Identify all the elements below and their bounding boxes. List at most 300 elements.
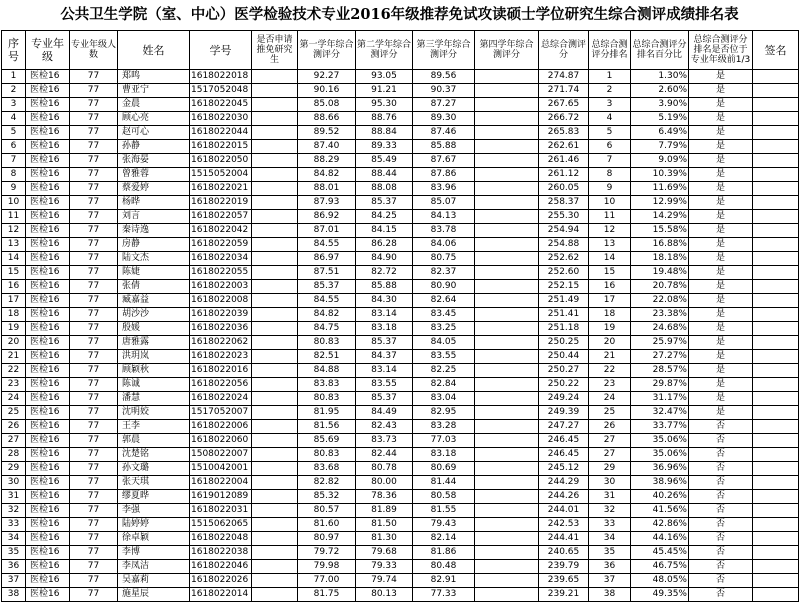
cell-name: 胡沙沙: [118, 308, 190, 322]
cell-total-score: 246.45: [539, 448, 589, 462]
cell-apply-recommendation: [252, 168, 298, 182]
cell-apply-recommendation: [252, 560, 298, 574]
table-row: [2, 140, 799, 154]
cell-year1-score: 85.32: [298, 490, 356, 504]
cell-index: 20: [2, 336, 26, 350]
table-row: [2, 126, 799, 140]
cell-student-id: 1618022019: [190, 196, 252, 210]
cell-apply-recommendation: [252, 434, 298, 448]
cell-index: 36: [2, 560, 26, 574]
cell-year2-score: 81.89: [356, 504, 413, 518]
cell-year1-score: 84.55: [298, 294, 356, 308]
cell-year2-score: 88.84: [356, 126, 413, 140]
cell-apply-recommendation: [252, 336, 298, 350]
cell-total-score: 251.18: [539, 322, 589, 336]
cell-index: 2: [2, 84, 26, 98]
cell-year2-score: 85.88: [356, 280, 413, 294]
cell-name: 房静: [118, 238, 190, 252]
cell-rank-percent: 36.96%: [631, 462, 689, 476]
cell-top-third: 是: [689, 266, 753, 280]
table-row: [2, 210, 799, 224]
cell-total-rank: 17: [589, 294, 631, 308]
cell-year2-score: 84.15: [356, 224, 413, 238]
cell-year1-score: 85.37: [298, 280, 356, 294]
cell-class-size: 77: [70, 182, 118, 196]
cell-year4-score: [475, 168, 539, 182]
cell-year4-score: [475, 112, 539, 126]
table-row: [2, 98, 799, 112]
cell-top-third: 是: [689, 182, 753, 196]
cell-year1-score: 79.72: [298, 546, 356, 560]
cell-index: 15: [2, 266, 26, 280]
cell-rank-percent: 49.35%: [631, 588, 689, 602]
cell-total-score: 250.27: [539, 364, 589, 378]
cell-top-third: 否: [689, 560, 753, 574]
cell-index: 11: [2, 210, 26, 224]
cell-class-size: 77: [70, 490, 118, 504]
table-row: [2, 112, 799, 126]
cell-rank-percent: 2.60%: [631, 84, 689, 98]
cell-signature: [753, 490, 799, 504]
cell-year2-score: 82.43: [356, 420, 413, 434]
cell-signature: [753, 364, 799, 378]
header-index: 序号: [2, 31, 26, 70]
cell-year1-score: 81.60: [298, 518, 356, 532]
cell-year3-score: 80.75: [413, 252, 475, 266]
cell-year4-score: [475, 280, 539, 294]
cell-name: 张海晏: [118, 154, 190, 168]
cell-apply-recommendation: [252, 322, 298, 336]
header-year4-score: 第四学年综合测评分: [475, 31, 539, 70]
cell-top-third: 是: [689, 196, 753, 210]
cell-major-grade: 医检16: [26, 168, 70, 182]
cell-top-third: 是: [689, 392, 753, 406]
cell-class-size: 77: [70, 392, 118, 406]
cell-year2-score: 81.30: [356, 532, 413, 546]
cell-class-size: 77: [70, 84, 118, 98]
cell-apply-recommendation: [252, 574, 298, 588]
cell-total-rank: 20: [589, 336, 631, 350]
table-row: [2, 182, 799, 196]
cell-apply-recommendation: [252, 532, 298, 546]
cell-name: 臧嘉益: [118, 294, 190, 308]
cell-student-id: 1618022050: [190, 154, 252, 168]
cell-rank-percent: 28.57%: [631, 364, 689, 378]
table-row: [2, 266, 799, 280]
cell-total-score: 250.25: [539, 336, 589, 350]
cell-rank-percent: 6.49%: [631, 126, 689, 140]
cell-signature: [753, 112, 799, 126]
cell-student-id: 1508022007: [190, 448, 252, 462]
cell-year4-score: [475, 392, 539, 406]
header-signature: 签名: [753, 31, 799, 70]
cell-year2-score: 82.44: [356, 448, 413, 462]
cell-name: 唐雅露: [118, 336, 190, 350]
cell-year1-score: 90.16: [298, 84, 356, 98]
cell-name: 沈明姣: [118, 406, 190, 420]
cell-apply-recommendation: [252, 448, 298, 462]
cell-year3-score: 82.91: [413, 574, 475, 588]
cell-index: 5: [2, 126, 26, 140]
cell-major-grade: 医检16: [26, 406, 70, 420]
cell-total-rank: 30: [589, 476, 631, 490]
cell-index: 12: [2, 224, 26, 238]
cell-major-grade: 医检16: [26, 336, 70, 350]
cell-year3-score: 77.33: [413, 588, 475, 602]
cell-top-third: 是: [689, 252, 753, 266]
cell-total-score: 250.44: [539, 350, 589, 364]
cell-year2-score: 84.25: [356, 210, 413, 224]
table-row: [2, 70, 799, 84]
cell-year3-score: 83.04: [413, 392, 475, 406]
cell-index: 16: [2, 280, 26, 294]
cell-index: 26: [2, 420, 26, 434]
cell-year3-score: 80.90: [413, 280, 475, 294]
cell-signature: [753, 336, 799, 350]
cell-year4-score: [475, 546, 539, 560]
cell-major-grade: 医检16: [26, 266, 70, 280]
cell-index: 14: [2, 252, 26, 266]
cell-year1-score: 84.88: [298, 364, 356, 378]
cell-top-third: 是: [689, 336, 753, 350]
cell-total-score: 251.41: [539, 308, 589, 322]
cell-top-third: 否: [689, 490, 753, 504]
cell-major-grade: 医检16: [26, 476, 70, 490]
cell-class-size: 77: [70, 266, 118, 280]
cell-class-size: 77: [70, 322, 118, 336]
cell-rank-percent: 24.68%: [631, 322, 689, 336]
cell-total-rank: 35: [589, 546, 631, 560]
header-year3-score: 第三学年综合测评分: [413, 31, 475, 70]
cell-total-score: 266.72: [539, 112, 589, 126]
cell-class-size: 77: [70, 238, 118, 252]
cell-rank-percent: 46.75%: [631, 560, 689, 574]
cell-rank-percent: 22.08%: [631, 294, 689, 308]
cell-class-size: 77: [70, 504, 118, 518]
cell-year4-score: [475, 532, 539, 546]
cell-year4-score: [475, 224, 539, 238]
cell-major-grade: 医检16: [26, 546, 70, 560]
cell-student-id: 1618022003: [190, 280, 252, 294]
cell-year4-score: [475, 420, 539, 434]
cell-student-id: 1618022026: [190, 574, 252, 588]
cell-class-size: 77: [70, 574, 118, 588]
cell-total-rank: 24: [589, 392, 631, 406]
table-row: [2, 294, 799, 308]
cell-major-grade: 医检16: [26, 350, 70, 364]
cell-year3-score: 80.58: [413, 490, 475, 504]
cell-year3-score: 87.86: [413, 168, 475, 182]
cell-year4-score: [475, 504, 539, 518]
table-row: [2, 168, 799, 182]
cell-student-id: 1618022004: [190, 476, 252, 490]
header-major-grade: 专业年级: [26, 31, 70, 70]
cell-rank-percent: 29.87%: [631, 378, 689, 392]
cell-top-third: 是: [689, 308, 753, 322]
cell-index: 9: [2, 182, 26, 196]
cell-year4-score: [475, 560, 539, 574]
cell-class-size: 77: [70, 98, 118, 112]
cell-name: 郑鸣: [118, 70, 190, 84]
cell-year1-score: 84.75: [298, 322, 356, 336]
cell-year4-score: [475, 182, 539, 196]
cell-year1-score: 88.01: [298, 182, 356, 196]
header-total-rank: 总综合测评分排名: [589, 31, 631, 70]
cell-year2-score: 80.13: [356, 588, 413, 602]
cell-total-score: 245.12: [539, 462, 589, 476]
cell-index: 18: [2, 308, 26, 322]
cell-year2-score: 83.14: [356, 364, 413, 378]
cell-signature: [753, 84, 799, 98]
cell-name: 蔡爱婷: [118, 182, 190, 196]
cell-index: 13: [2, 238, 26, 252]
cell-total-rank: 25: [589, 406, 631, 420]
cell-total-rank: 32: [589, 504, 631, 518]
cell-class-size: 77: [70, 336, 118, 350]
cell-year4-score: [475, 140, 539, 154]
cell-signature: [753, 350, 799, 364]
cell-student-id: 1618022014: [190, 588, 252, 602]
cell-year4-score: [475, 336, 539, 350]
cell-major-grade: 医检16: [26, 140, 70, 154]
cell-class-size: 77: [70, 518, 118, 532]
cell-year1-score: 82.51: [298, 350, 356, 364]
cell-year2-score: 85.37: [356, 392, 413, 406]
cell-total-score: 239.65: [539, 574, 589, 588]
cell-name: 陆婷婷: [118, 518, 190, 532]
cell-apply-recommendation: [252, 504, 298, 518]
cell-year3-score: 81.44: [413, 476, 475, 490]
cell-year1-score: 86.97: [298, 252, 356, 266]
cell-year1-score: 79.98: [298, 560, 356, 574]
cell-name: 孙文璐: [118, 462, 190, 476]
cell-class-size: 77: [70, 294, 118, 308]
cell-student-id: 1618022060: [190, 434, 252, 448]
cell-year1-score: 83.83: [298, 378, 356, 392]
cell-top-third: 否: [689, 574, 753, 588]
cell-major-grade: 医检16: [26, 434, 70, 448]
cell-name: 李凤洁: [118, 560, 190, 574]
cell-year3-score: 82.37: [413, 266, 475, 280]
cell-apply-recommendation: [252, 378, 298, 392]
cell-student-id: 1618022044: [190, 126, 252, 140]
cell-major-grade: 医检16: [26, 224, 70, 238]
cell-major-grade: 医检16: [26, 560, 70, 574]
cell-top-third: 是: [689, 126, 753, 140]
cell-apply-recommendation: [252, 224, 298, 238]
cell-rank-percent: 25.97%: [631, 336, 689, 350]
cell-top-third: 是: [689, 294, 753, 308]
cell-name: 潘慧: [118, 392, 190, 406]
cell-major-grade: 医检16: [26, 182, 70, 196]
cell-year1-score: 84.55: [298, 238, 356, 252]
cell-student-id: 1618022036: [190, 322, 252, 336]
cell-class-size: 77: [70, 252, 118, 266]
header-student-id: 学号: [190, 31, 252, 70]
cell-rank-percent: 10.39%: [631, 168, 689, 182]
cell-class-size: 77: [70, 210, 118, 224]
cell-rank-percent: 15.58%: [631, 224, 689, 238]
cell-name: 顾颖秋: [118, 364, 190, 378]
cell-student-id: 1618022015: [190, 140, 252, 154]
cell-major-grade: 医检16: [26, 462, 70, 476]
table-row: [2, 406, 799, 420]
cell-major-grade: 医检16: [26, 378, 70, 392]
cell-total-score: 267.65: [539, 98, 589, 112]
cell-year1-score: 87.40: [298, 140, 356, 154]
cell-total-rank: 19: [589, 322, 631, 336]
cell-index: 7: [2, 154, 26, 168]
cell-signature: [753, 392, 799, 406]
cell-total-score: 244.41: [539, 532, 589, 546]
cell-year2-score: 84.37: [356, 350, 413, 364]
cell-index: 27: [2, 434, 26, 448]
cell-top-third: 否: [689, 532, 753, 546]
cell-year3-score: 83.96: [413, 182, 475, 196]
cell-name: 缪夏晔: [118, 490, 190, 504]
cell-name: 陈诚: [118, 378, 190, 392]
cell-name: 秦诗逸: [118, 224, 190, 238]
cell-year3-score: 83.55: [413, 350, 475, 364]
cell-signature: [753, 574, 799, 588]
cell-class-size: 77: [70, 196, 118, 210]
cell-year3-score: 85.07: [413, 196, 475, 210]
cell-apply-recommendation: [252, 420, 298, 434]
cell-signature: [753, 224, 799, 238]
cell-total-rank: 12: [589, 224, 631, 238]
cell-signature: [753, 518, 799, 532]
cell-total-score: 242.53: [539, 518, 589, 532]
cell-student-id: 1618022008: [190, 294, 252, 308]
cell-top-third: 否: [689, 434, 753, 448]
cell-year3-score: 79.43: [413, 518, 475, 532]
cell-major-grade: 医检16: [26, 532, 70, 546]
cell-total-rank: 6: [589, 140, 631, 154]
cell-year3-score: 87.46: [413, 126, 475, 140]
cell-signature: [753, 210, 799, 224]
cell-year4-score: [475, 154, 539, 168]
cell-class-size: 77: [70, 378, 118, 392]
cell-major-grade: 医检16: [26, 126, 70, 140]
cell-apply-recommendation: [252, 350, 298, 364]
cell-top-third: 是: [689, 112, 753, 126]
cell-total-rank: 13: [589, 238, 631, 252]
cell-rank-percent: 14.29%: [631, 210, 689, 224]
cell-apply-recommendation: [252, 140, 298, 154]
cell-total-score: 239.79: [539, 560, 589, 574]
cell-year1-score: 80.57: [298, 504, 356, 518]
cell-year3-score: 87.27: [413, 98, 475, 112]
cell-year1-score: 82.82: [298, 476, 356, 490]
cell-year2-score: 86.28: [356, 238, 413, 252]
cell-top-third: 是: [689, 70, 753, 84]
cell-year2-score: 83.14: [356, 308, 413, 322]
cell-year4-score: [475, 476, 539, 490]
cell-year4-score: [475, 98, 539, 112]
cell-total-rank: 11: [589, 210, 631, 224]
cell-year3-score: 82.14: [413, 532, 475, 546]
cell-top-third: 是: [689, 224, 753, 238]
cell-signature: [753, 98, 799, 112]
cell-total-score: 244.26: [539, 490, 589, 504]
cell-class-size: 77: [70, 462, 118, 476]
cell-signature: [753, 462, 799, 476]
header-class-size: 专业年级人数: [70, 31, 118, 70]
cell-signature: [753, 238, 799, 252]
cell-year4-score: [475, 378, 539, 392]
cell-total-score: 254.94: [539, 224, 589, 238]
cell-index: 33: [2, 518, 26, 532]
cell-year2-score: 88.44: [356, 168, 413, 182]
cell-name: 曾雅蓉: [118, 168, 190, 182]
cell-total-rank: 3: [589, 98, 631, 112]
cell-year2-score: 95.30: [356, 98, 413, 112]
cell-class-size: 77: [70, 434, 118, 448]
table-row: [2, 434, 799, 448]
cell-name: 郭晨: [118, 434, 190, 448]
table-row: [2, 532, 799, 546]
cell-class-size: 77: [70, 350, 118, 364]
table-row: [2, 364, 799, 378]
cell-total-score: 252.15: [539, 280, 589, 294]
cell-apply-recommendation: [252, 406, 298, 420]
cell-apply-recommendation: [252, 98, 298, 112]
cell-total-rank: 37: [589, 574, 631, 588]
table-row: [2, 420, 799, 434]
cell-total-score: 258.37: [539, 196, 589, 210]
cell-major-grade: 医检16: [26, 238, 70, 252]
cell-year4-score: [475, 350, 539, 364]
cell-student-id: 1618022023: [190, 350, 252, 364]
cell-class-size: 77: [70, 406, 118, 420]
cell-class-size: 77: [70, 154, 118, 168]
cell-year1-score: 77.00: [298, 574, 356, 588]
cell-total-score: 239.21: [539, 588, 589, 602]
cell-student-id: 1618022056: [190, 378, 252, 392]
cell-year1-score: 85.69: [298, 434, 356, 448]
table-row: [2, 224, 799, 238]
cell-name: 杨晔: [118, 196, 190, 210]
cell-top-third: 是: [689, 98, 753, 112]
cell-year2-score: 79.74: [356, 574, 413, 588]
cell-class-size: 77: [70, 588, 118, 602]
table-row: [2, 238, 799, 252]
cell-signature: [753, 280, 799, 294]
cell-total-score: 244.29: [539, 476, 589, 490]
cell-year4-score: [475, 252, 539, 266]
table-body: [2, 70, 799, 602]
cell-year3-score: 89.30: [413, 112, 475, 126]
cell-signature: [753, 294, 799, 308]
cell-signature: [753, 126, 799, 140]
cell-top-third: 是: [689, 322, 753, 336]
cell-total-rank: 23: [589, 378, 631, 392]
cell-apply-recommendation: [252, 182, 298, 196]
cell-year2-score: 89.33: [356, 140, 413, 154]
header-year2-score: 第二学年综合测评分: [356, 31, 413, 70]
cell-year1-score: 80.83: [298, 336, 356, 350]
cell-apply-recommendation: [252, 490, 298, 504]
cell-rank-percent: 23.38%: [631, 308, 689, 322]
cell-year4-score: [475, 434, 539, 448]
cell-top-third: 是: [689, 406, 753, 420]
cell-year2-score: 79.33: [356, 560, 413, 574]
cell-total-rank: 29: [589, 462, 631, 476]
header-apply-recommendation: 是否申请推免研究生: [252, 31, 298, 70]
cell-year3-score: 83.28: [413, 420, 475, 434]
cell-total-score: 265.83: [539, 126, 589, 140]
cell-year1-score: 88.29: [298, 154, 356, 168]
